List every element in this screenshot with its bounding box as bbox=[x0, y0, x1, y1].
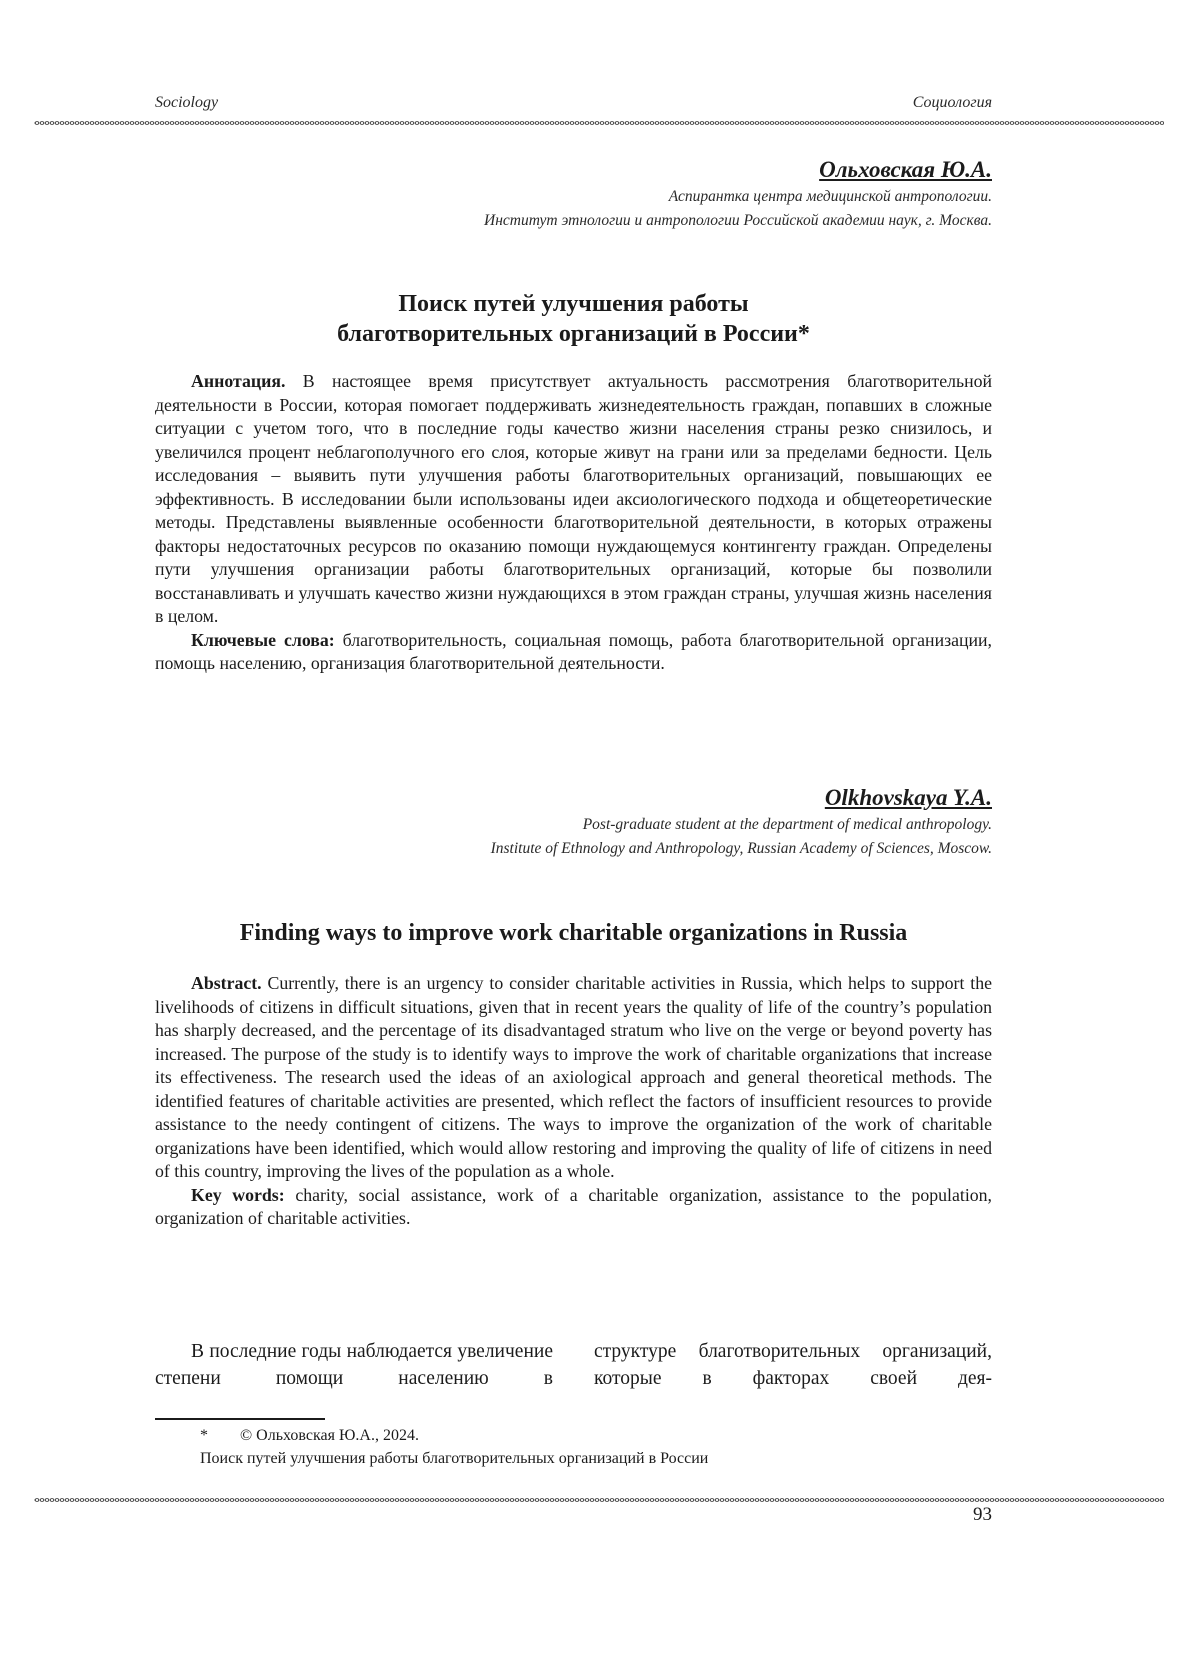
en-keywords-label: Key words: bbox=[191, 1184, 285, 1205]
footnote-separator bbox=[155, 1418, 325, 1420]
en-affiliation-line1: Post-graduate student at the department of medical anthropology. bbox=[582, 816, 992, 833]
ru-affiliation-line1: Аспирантка центра медицинской антропологии. bbox=[668, 188, 992, 205]
ru-abstract-paragraph bbox=[155, 370, 992, 629]
ru-abstract bbox=[155, 370, 992, 676]
en-keywords-text: charity, social assistance, work of a charitable organization, assistance to the population, organization of charitable activities. bbox=[155, 1184, 992, 1228]
footnote-line1 bbox=[200, 1424, 980, 1447]
ru-author-name: Ольховская Ю.А. bbox=[819, 157, 992, 182]
running-head-right: Социология bbox=[912, 94, 992, 111]
footnote-mark: * bbox=[200, 1427, 208, 1444]
ru-article-title bbox=[155, 289, 992, 349]
footnote-copyright: © Ольховская Ю.А., 2024. bbox=[240, 1427, 419, 1444]
body-left-column bbox=[155, 1338, 553, 1392]
bottom-ornament-border bbox=[34, 1496, 1164, 1504]
body-left-paragraph: В последние годы наблюдается увеличение степени помощи населению в bbox=[155, 1341, 553, 1389]
en-affiliation-line2: Institute of Ethnology and Anthropology, Russian Academy of Sciences, Moscow. bbox=[490, 840, 992, 857]
ru-abstract-label: Аннотация. bbox=[191, 371, 286, 391]
ru-keywords-label: Ключевые слова: bbox=[191, 629, 335, 650]
running-head bbox=[155, 94, 992, 112]
page-number: 93 bbox=[973, 1504, 992, 1525]
en-abstract-label: Abstract. bbox=[191, 973, 262, 993]
ru-keywords-text: благотворительность, социальная помощь, работа благотворительной организации, помощь населению, организация благотворительной деятельности. bbox=[155, 629, 992, 673]
ru-keywords-paragraph bbox=[155, 629, 992, 676]
en-author-name: Olkhovskaya Y.A. bbox=[824, 785, 992, 810]
ru-abstract-text: В настоящее время присутствует актуальность рассмотрения благотворительной деятельности в России, которая помогает поддерживать жизнедеятельность граждан, попавших в сложные ситуации с учетом того, что в последние годы качество жизни населения страны резко снизилось, и увеличился процент неблагополучного его слоя, которые живут на грани или за пределами бедности. Цель исследования – выявить пути улучшения работы благотворительных организаций, повышающих ее эффективность. В исследовании были использованы идеи аксиологического подхода и общетеоретические методы. Представлены выявленные особенности благотворительной деятельности, в которых отражены факторы недостаточных ресурсов по оказанию помощи нуждающемуся контингенту граждан. Определены пути улучшения организации работы благотворительных организаций, которые бы позволили восстанавливать и улучшать качество жизни нуждающихся в этом граждан страны, улучшая жизнь населения в целом. bbox=[155, 371, 992, 626]
footnote-title: Поиск путей улучшения работы благотворительных организаций в России bbox=[200, 1450, 709, 1467]
body-text-columns bbox=[155, 1338, 992, 1392]
body-right-paragraph: структуре благотворительных организаций, которые в факторах своей дея- bbox=[594, 1341, 992, 1389]
ru-author-block bbox=[155, 155, 992, 233]
top-ornament-border bbox=[34, 119, 1164, 127]
ru-title-line2: благотворительных организаций в России* bbox=[337, 321, 810, 347]
ru-affiliation-line2: Институт этнологии и антропологии Российской академии наук, г. Москва. bbox=[484, 212, 992, 229]
en-abstract-text: Currently, there is an urgency to consider charitable activities in Russia, which helps to support the livelihoods of citizens in difficult situations, given that in recent years the quality of life of the country’s population has sharply decreased, and the percentage of its disadvantaged stratum who live on the verge or beyond poverty has increased. The purpose of the study is to identify ways to improve the work of charitable organizations that increase its effectiveness. The research used the ideas of an axiological approach and general theoretical methods. The identified features of charitable activities are presented, which reflect the factors of insufficient resources to provide assistance to the needy contingent of citizens. The ways to improve the organization of the work of charitable organizations have been identified, which would allow restoring and improving the quality of life of citizens in need of this country, improving the lives of the population as a whole. bbox=[155, 973, 992, 1181]
footnote bbox=[200, 1424, 980, 1470]
en-abstract-paragraph bbox=[155, 972, 992, 1184]
body-right-column bbox=[594, 1338, 992, 1392]
en-article-title: Finding ways to improve work charitable organizations in Russia bbox=[239, 920, 908, 946]
running-head-left: Sociology bbox=[155, 94, 219, 111]
en-abstract bbox=[155, 972, 992, 1231]
en-author-block bbox=[155, 783, 992, 861]
ru-title-line1: Поиск путей улучшения работы bbox=[398, 291, 749, 317]
en-keywords-paragraph bbox=[155, 1184, 992, 1231]
